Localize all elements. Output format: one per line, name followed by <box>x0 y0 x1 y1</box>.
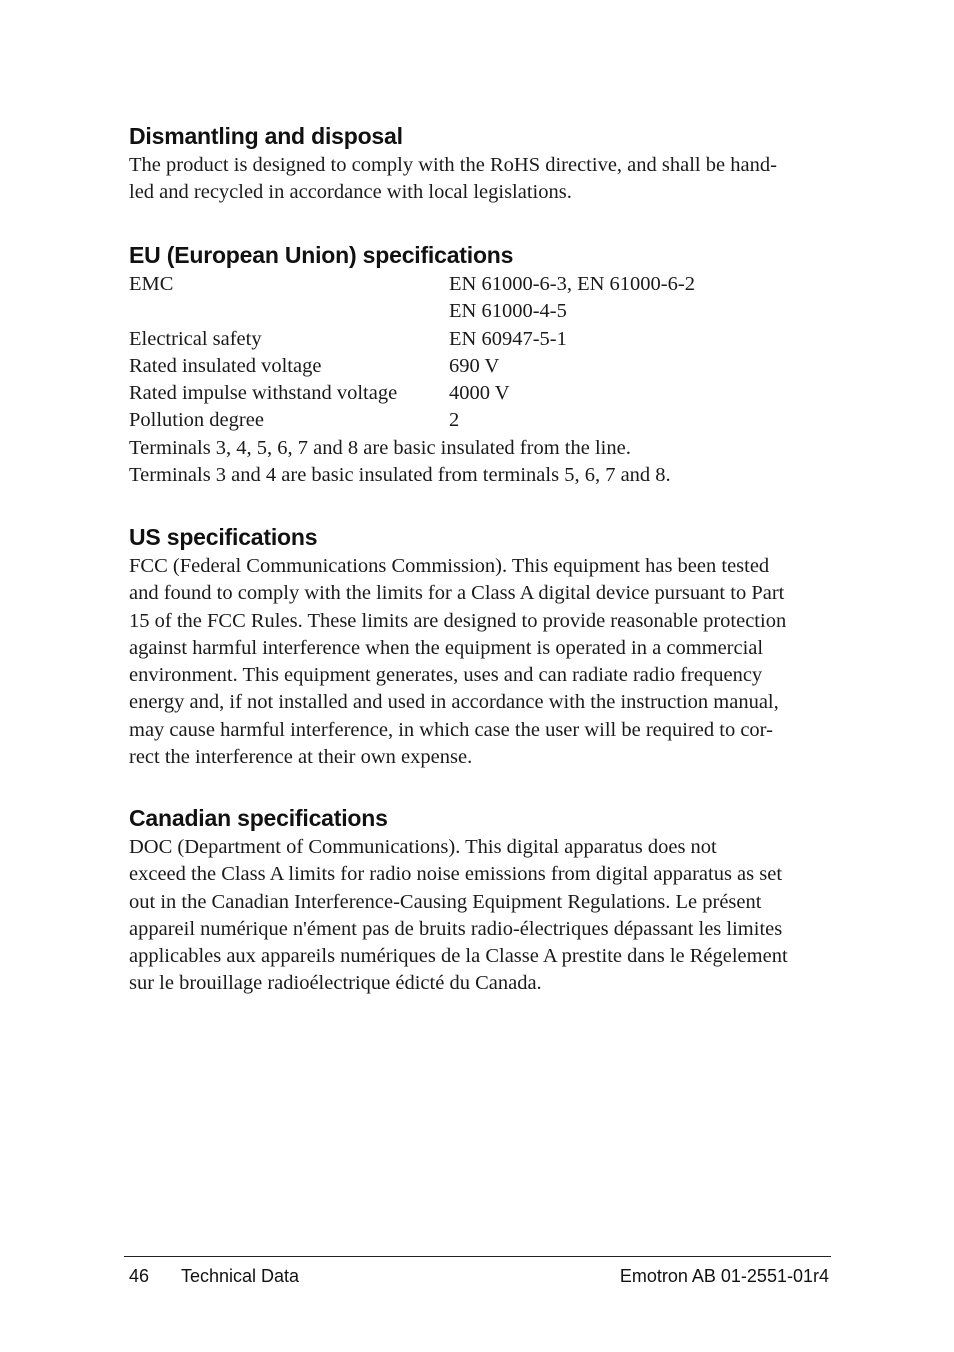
spec-value: EN 61000-6-3, EN 61000-6-2 <box>449 273 695 295</box>
spec-value: 2 <box>449 409 460 432</box>
paragraph-line: sur le brouillage radioélectrique édicté du Canada. <box>129 972 542 995</box>
paragraph-line: FCC (Federal Communications Commission). This equipment has been tested <box>129 555 770 577</box>
document-id: Emotron AB 01-2551-01r4 <box>619 1266 829 1286</box>
paragraph-line: appareil numérique n'ément pas de bruits radio-électriques dépassant les limites <box>129 917 783 940</box>
spec-label <box>129 298 449 325</box>
spec-label: Rated impulse withstand voltage <box>129 382 398 405</box>
spec-value: 690 V <box>449 354 500 377</box>
paragraph-line: rect the interference at their own expense. <box>129 746 473 769</box>
section-canadian-specifications <box>129 802 829 998</box>
eu-note-2: Terminals 3 and 4 are basic insulated from terminals 5, 6, 7 and 8. <box>129 464 671 487</box>
table-row <box>129 407 695 434</box>
heading-canadian-specifications: Canadian specifications <box>129 805 388 831</box>
section-us-specifications <box>129 521 829 771</box>
paragraph-line: may cause harmful interference, in which case the user will be required to cor- <box>129 718 773 741</box>
table-row <box>129 380 695 407</box>
heading-eu-specifications: EU (European Union) specifications <box>129 242 514 268</box>
paragraph-line: exceed the Class A limits for radio noise emissions from digital apparatus as set <box>129 863 783 886</box>
table-row <box>129 271 695 298</box>
spec-value: EN 61000-4-5 <box>449 300 567 323</box>
paragraph-line: environment. This equipment generates, uses and can radiate radio frequency <box>129 664 763 687</box>
heading-dismantling: Dismantling and disposal <box>129 123 403 149</box>
eu-note-1: Terminals 3, 4, 5, 6, 7 and 8 are basic insulated from the line. <box>129 436 631 459</box>
paragraph-line: 15 of the FCC Rules. These limits are designed to provide reasonable protection <box>129 609 787 632</box>
footer-divider <box>124 1256 831 1257</box>
paragraph-line: and found to comply with the limits for a Class A digital device pursuant to Part <box>129 582 785 605</box>
paragraph-line: out in the Canadian Interference-Causing Equipment Regulations. Le présent <box>129 890 762 913</box>
section-dismantling <box>129 120 829 207</box>
paragraph-line: DOC (Department of Communications). This digital apparatus does not <box>129 836 717 858</box>
spec-label: Rated insulated voltage <box>129 354 322 377</box>
heading-us-specifications: US specifications <box>129 524 318 550</box>
paragraph-line: energy and, if not installed and used in accordance with the instruction manual, <box>129 691 779 714</box>
page-number: 46 <box>129 1266 150 1286</box>
spec-label: EMC <box>129 273 174 295</box>
spec-value: 4000 V <box>449 382 510 405</box>
paragraph-line: applicables aux appareils numériques de la Classe A prestite dans le Régelement <box>129 945 788 968</box>
table-row <box>129 353 695 380</box>
table-row <box>129 298 695 325</box>
paragraph-dismantling-line-1: The product is designed to comply with the RoHS directive, and shall be hand- <box>129 154 777 176</box>
paragraph-dismantling-line-2: led and recycled in accordance with local legislations. <box>129 181 572 204</box>
page-footer <box>129 1264 829 1288</box>
spec-label: Electrical safety <box>129 327 262 350</box>
chapter-title: Technical Data <box>181 1266 300 1286</box>
spec-value: EN 60947-5-1 <box>449 327 567 350</box>
spec-label: Pollution degree <box>129 409 264 432</box>
table-row <box>129 326 695 353</box>
paragraph-line: against harmful interference when the equipment is operated in a commercial <box>129 636 764 659</box>
eu-spec-table <box>129 271 695 435</box>
section-eu-specifications <box>129 239 829 489</box>
